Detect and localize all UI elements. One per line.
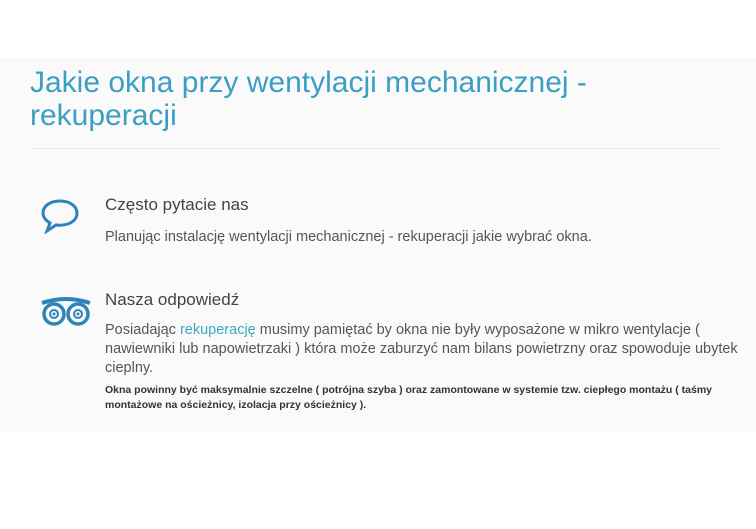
question-heading: Często pytacie nas bbox=[105, 195, 249, 214]
answer-text-start: Posiadając bbox=[105, 322, 180, 338]
owl-eyes-icon bbox=[40, 297, 92, 327]
answer-text bbox=[105, 321, 745, 378]
page-title: Jakie okna przy wentylacji mechanicznej - rekuperacji bbox=[30, 66, 587, 132]
divider bbox=[30, 148, 720, 149]
answer-text-end: musimy pamiętać by okna nie były wyposażone w mikro wentylacje ( nawiewniki lub napowietrzaki ) która może zaburzyć nam bilans powietrzny oraz spowoduje ubytek cieplny. bbox=[105, 322, 738, 376]
answer-note: Okna powinny być maksymalnie szczelne ( potrójna szyba ) oraz zamontowane w systemie tzw. ciepłego montażu ( taśmy montażowe na ościeżnicy, izolacja przy ościeżnicy ). bbox=[105, 384, 713, 411]
question-text: Planując instalację wentylacji mechanicznej - rekuperacji jakie wybrać okna. bbox=[105, 229, 592, 245]
answer-heading: Nasza odpowiedź bbox=[105, 290, 240, 309]
rekuperacja-link[interactable]: rekuperację bbox=[179, 322, 256, 338]
speech-bubble-icon bbox=[40, 198, 80, 234]
